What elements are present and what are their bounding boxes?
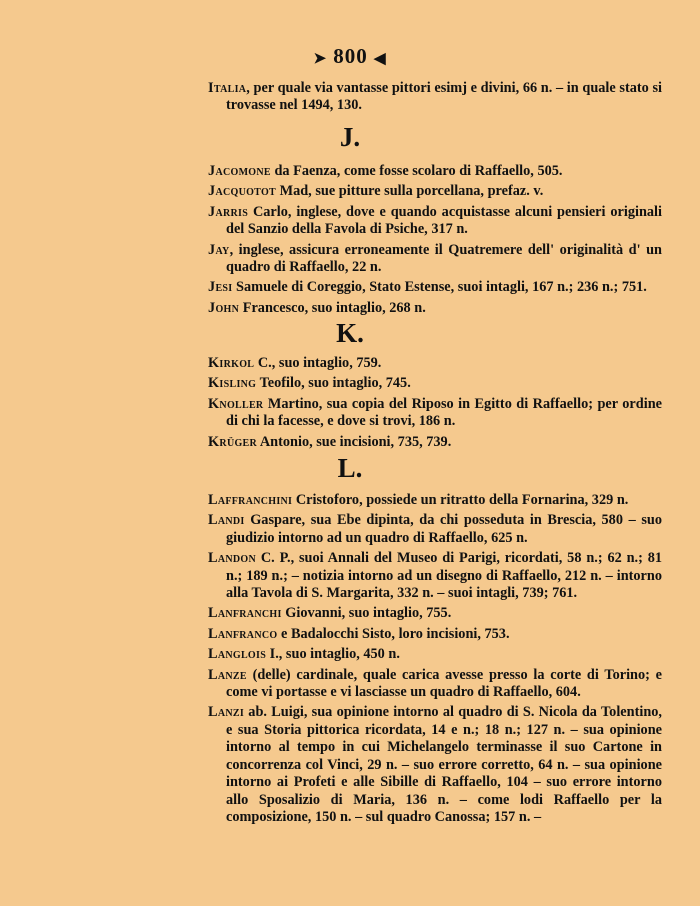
entry-headword: Langlois	[208, 646, 267, 663]
entry-text: Cristoforo, possiede un ritratto della Fornarina, 329 n.	[292, 492, 629, 508]
entry-text: Antonio, sue incisioni, 735, 739.	[257, 433, 452, 450]
entry-headword: Lanze	[208, 666, 247, 683]
entry-headword: Knoller	[208, 395, 264, 412]
section-letter-k: K.	[336, 318, 364, 348]
section-i-entries	[208, 80, 662, 118]
entry-text: Francesco, suo intaglio, 268 n.	[239, 299, 426, 316]
section-letter-l: L.	[337, 453, 363, 483]
index-entry	[208, 396, 662, 431]
entry-headword: Lanfranchi	[208, 605, 282, 622]
entry-text: ab. Luigi, sua opinione intorno al quadro di S. Nicola da Tolentino, e sua Storia pittorica ricordata, 14 e n.; 18 n.; 127 n. – sua opinione intorno al tempo in cui Michelangelo terminasse il suo Cartone in concorrenza col Vinci, 29 n. – suo errore corretto, 64 n. – sua opinione intorno ai Profeti e alle Sibille di Raffaello, 104 – suo errore intorno allo Sposalizio di Maria, 136 n. – come lodi Raffaello per la composizione, 150 n. – sul quadro Canossa; 157 n. –	[226, 704, 662, 825]
section-j-entries	[208, 163, 662, 320]
index-entry	[208, 204, 662, 239]
left-pointer-ornament: ➤	[313, 51, 328, 67]
index-entry	[208, 646, 662, 663]
entry-text: e Badalocchi Sisto, loro incisioni, 753.	[277, 625, 510, 642]
index-entry	[208, 242, 662, 277]
entry-text: Carlo, inglese, dove e quando acquistasse alcuni pensieri originali del Sanzio della Favola di Psiche, 317 n.	[226, 203, 662, 238]
index-entry	[208, 605, 662, 622]
entry-headword: Landi	[208, 512, 245, 529]
entry-headword: Landon	[208, 550, 257, 567]
entry-text: da Faenza, come fosse scolaro di Raffaello, 505.	[270, 163, 563, 179]
entry-headword: Lanfranco	[208, 625, 278, 642]
entry-headword: Laffranchini	[208, 492, 293, 508]
right-pointer-ornament: ◀	[374, 51, 387, 67]
entry-headword: Jay	[208, 241, 230, 258]
entry-text: , per quale via vantasse pittori esimj e divini, 66 n. – in quale stato si trovasse nel 1494, 130.	[226, 80, 662, 114]
entry-text: Giovanni, suo intaglio, 755.	[281, 605, 452, 622]
entry-text: I., suo intaglio, 450 n.	[266, 646, 400, 663]
entry-headword: Lanzi	[208, 704, 245, 721]
entry-text: Gaspare, sua Ebe dipinta, da chi posseduta in Brescia, 580 – suo giudizio intorno ad un quadro di Raffaello, 625 n.	[226, 512, 662, 546]
entry-headword: Italia	[208, 80, 247, 96]
entry-headword: Jacquotot	[208, 183, 277, 200]
index-entry	[208, 626, 662, 643]
entry-headword: John	[208, 299, 240, 316]
index-entry	[208, 300, 662, 317]
entry-text: , inglese, assicura erroneamente il Quatremere dell' originalità d' un quadro di Raffaello, 22 n.	[226, 241, 662, 276]
index-entry	[208, 492, 662, 509]
page-number-value: 800	[333, 44, 368, 68]
entry-headword: Kisling	[208, 375, 257, 392]
entry-text: Teofilo, suo intaglio, 745.	[256, 375, 411, 392]
entry-text: (delle) cardinale, quale carica avesse presso la corte di Torino; e come vi portasse e vi lasciasse un quadro di Raffaello, 604.	[226, 666, 662, 701]
entry-headword: Krüger	[208, 433, 258, 450]
index-entry	[208, 434, 662, 451]
entry-text: Mad, sue pitture sulla porcellana, prefaz. v.	[276, 183, 544, 200]
entry-text: Martino, sua copia del Riposo in Egitto di Raffaello; per ordine di chi la facesse, e dove si trovi, 186 n.	[226, 395, 662, 430]
index-entry	[208, 667, 662, 702]
entry-headword: Kirkol	[208, 355, 255, 371]
entry-text: Samuele di Coreggio, Stato Estense, suoi intagli, 167 n.; 236 n.; 751.	[232, 279, 647, 296]
entry-headword: Jarris	[208, 203, 249, 220]
index-entry	[208, 512, 662, 547]
index-entry	[208, 375, 662, 392]
entry-text: C., suo intaglio, 759.	[254, 355, 382, 371]
index-entry	[208, 355, 662, 372]
section-l-entries	[208, 492, 662, 829]
section-letter-j: J.	[339, 122, 361, 152]
page-number	[0, 44, 700, 69]
index-entry	[208, 279, 662, 296]
entry-headword: Jesi	[208, 279, 233, 296]
index-entry	[208, 550, 662, 602]
entry-headword: Jacomone	[208, 163, 271, 179]
index-entry	[208, 183, 662, 200]
index-entry	[208, 80, 662, 115]
index-entry	[208, 704, 662, 826]
entry-text: C. P., suoi Annali del Museo di Parigi, ricordati, 58 n.; 62 n.; 81 n.; 189 n.; – notizia intorno ad un disegno di Raffaello, 212 n. – intorno alla Tavola di S. Margarita, 332 n. – suoi intagli, 739; 761.	[226, 550, 662, 602]
section-k-entries	[208, 355, 662, 454]
index-entry	[208, 163, 662, 180]
